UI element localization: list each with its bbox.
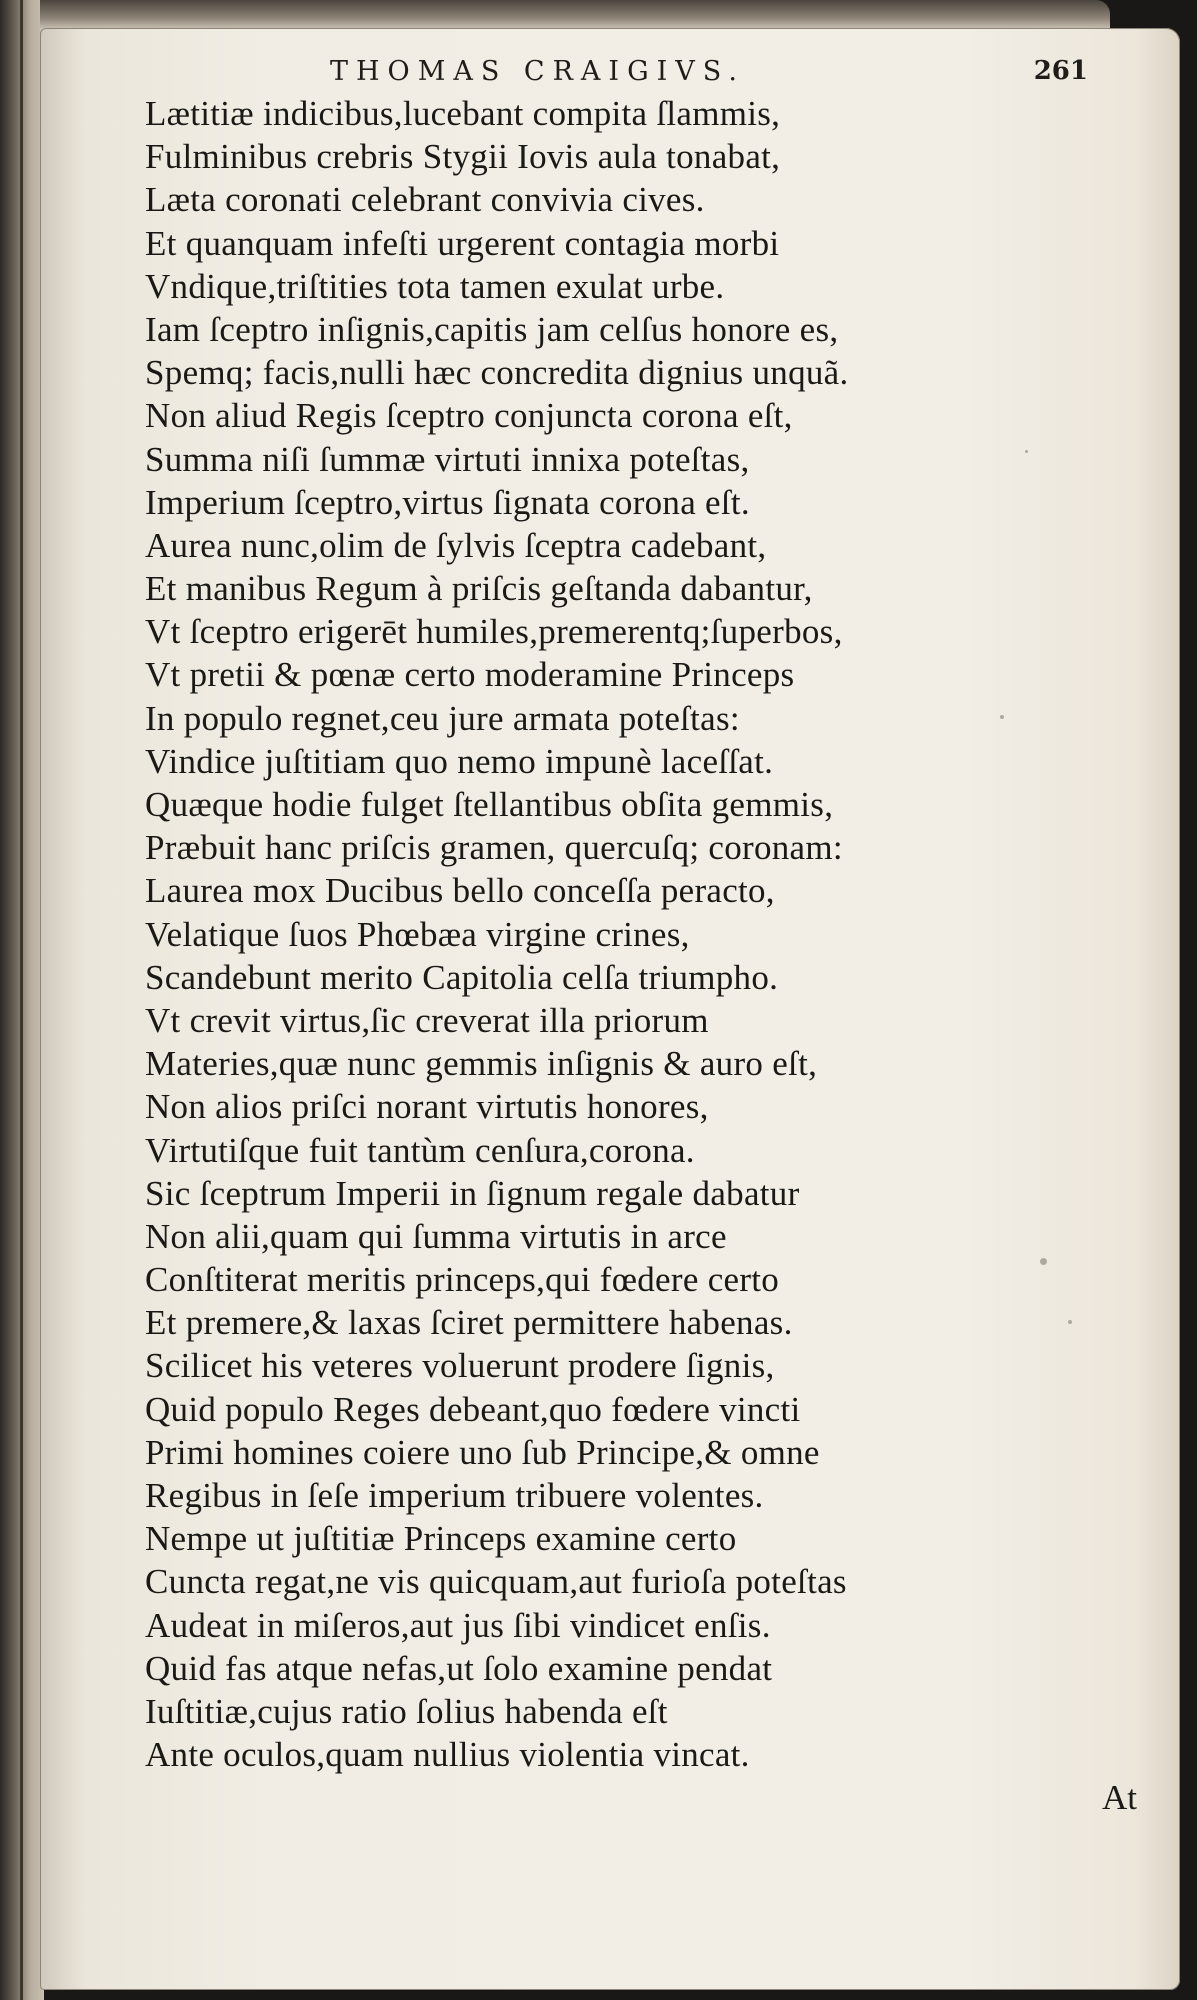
verse-line: Vt crevit virtus,ſic creverat illa priorum [145, 1000, 709, 1040]
verse-line: Non alii,quam qui ſumma virtutis in arce [145, 1216, 727, 1256]
verse-line: Non aliud Regis ſceptro conjuncta corona eſt, [145, 396, 793, 436]
verse-line: Scilicet his veteres voluerunt prodere ſignis, [145, 1346, 775, 1386]
verse-line: Lætitiæ indicibus,lucebant compita ſlammis, [145, 94, 781, 133]
verse-line: Summa niſi ſummæ virtuti innixa poteſtas, [145, 439, 750, 479]
verse-line: Nempe ut juſtitiæ Princeps examine certo [145, 1519, 737, 1559]
verse-line: Imperium ſceptro,virtus ſignata corona eſt. [145, 482, 750, 522]
verse-line: Et manibus Regum à priſcis geſtanda dabantur, [145, 569, 813, 609]
verse-line: Vt ſceptro erigerēt humiles,premerentq;ſuperbos, [145, 612, 843, 652]
ink-speck [1000, 715, 1004, 719]
binding-shadow [20, 0, 23, 2000]
verse-line: Sic ſceptrum Imperii in ſignum regale dabatur [145, 1173, 800, 1213]
ink-speck [1068, 1320, 1072, 1324]
ink-speck [1040, 1258, 1047, 1265]
verse-line: In populo regnet,ceu jure armata poteſtas: [145, 698, 740, 738]
verse-line: Præbuit hanc priſcis gramen, quercuſq; coronam: [145, 828, 843, 868]
verse-line: Virtutiſque fuit tantùm cenſura,corona. [145, 1130, 695, 1170]
ink-speck [1025, 450, 1028, 453]
verse-line: Cuncta regat,ne vis quicquam,aut furioſa poteſtas [145, 1562, 847, 1602]
verse-line: Conſtiterat meritis princeps,qui fœdere certo [145, 1260, 780, 1300]
verse-line: Vt pretii & pœnæ certo moderamine Princeps [145, 655, 795, 695]
verse-line: Læta coronati celebrant convivia cives. [145, 180, 705, 220]
catchword: At [1102, 1778, 1137, 1817]
verse-line: Et quanquam infeſti urgerent contagia morbi [145, 223, 780, 263]
verse-line: Vindice juſtitiam quo nemo impunè laceſſat. [145, 741, 774, 781]
page-number: 261 [1033, 56, 1088, 86]
verse-line: Spemq; facis,nulli hæc concredita dignius unquã. [145, 353, 849, 393]
verse-line: Iam ſceptro inſignis,capitis jam celſus honore es, [145, 309, 839, 349]
verse-line: Audeat in miſeros,aut jus ſibi vindicet enſis. [145, 1605, 771, 1645]
verse-line: Fulminibus crebris Stygii Iovis aula tonabat, [145, 137, 781, 177]
verse-block [145, 92, 1095, 1776]
verse-line: Materies,quæ nunc gemmis inſignis & auro eſt, [145, 1044, 818, 1084]
verse-line: Velatique ſuos Phœbæa virgine crines, [145, 914, 690, 954]
verse-line: Et premere,& laxas ſciret permittere habenas. [145, 1303, 793, 1343]
verse-line: Primi homines coiere uno ſub Principe,& omne [145, 1432, 820, 1472]
running-head: THOMAS CRAIGIVS. [330, 56, 745, 87]
verse-line: Non alios priſci norant virtutis honores, [145, 1087, 709, 1127]
verse-line: Iuſtitiæ,cujus ratio ſolius habenda eſt [145, 1691, 668, 1731]
verse-line: Scandebunt merito Capitolia celſa triumpho. [145, 957, 779, 997]
page-top-edge [40, 0, 1110, 30]
verse-line: Ante oculos,quam nullius violentia vincat. [145, 1735, 750, 1775]
verse-line: Quid populo Reges debeant,quo fœdere vincti [145, 1389, 801, 1429]
verse-line: Vndique,triſtities tota tamen exulat urbe. [145, 266, 725, 306]
verse-line: Laurea mox Ducibus bello conceſſa peracto, [145, 871, 775, 911]
verse-line: Quæque hodie fulget ſtellantibus obſita gemmis, [145, 785, 834, 824]
verse-line: Aurea nunc,olim de ſylvis ſceptra cadebant, [145, 525, 767, 565]
verse-line: Quid fas atque nefas,ut ſolo examine pendat [145, 1648, 773, 1688]
verse-line: Regibus in ſeſe imperium tribuere volentes. [145, 1476, 764, 1515]
